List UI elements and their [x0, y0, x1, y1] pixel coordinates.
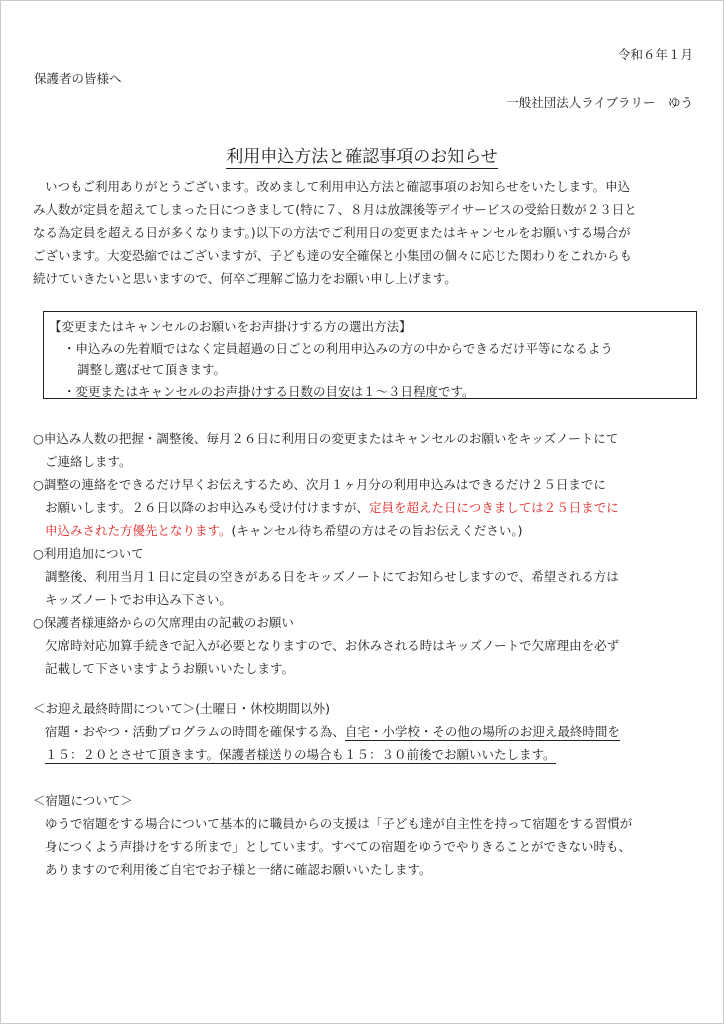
intro-line-1: いつもご利用ありがとうございます。改めまして利用申込方法と確認事項のお知らせをいたします。申込	[45, 179, 631, 194]
note-2-priority-text: 定員を超えた日につきましては２５日までに	[369, 500, 619, 515]
pickup-line-1	[45, 724, 620, 740]
note-3-heading: ○利用追加について	[33, 546, 144, 561]
note-2-line-1: ○調整の連絡をできるだけ早くお伝えするため、次月１ヶ月分の利用申込みはできるだけ２５日までに	[33, 477, 606, 492]
note-2-priority-text-cont: 申込みされた方優先となります。	[45, 523, 232, 538]
pickup-heading: ＜お迎え最終時間について＞(土曜日・休校期間以外)	[33, 701, 331, 716]
note-1-line-1: ○申込み人数の把握・調整後、毎月２６日に利用日の変更またはキャンセルのお願いをキッズノートにて	[33, 431, 619, 446]
intro-line-2: み人数が定員を超えてしまった日につきまして(特に７、８月は放課後等デイサービスの受給日数が２３日と	[33, 202, 637, 217]
pickup-line-2	[45, 747, 556, 763]
box-item-2: ・変更またはキャンセルのお声掛けする日数の目安は１～３日程度です。	[63, 384, 475, 399]
note-2-waitlist-text: (キャンセル待ち希望の方はその旨お伝えください。)	[231, 523, 523, 538]
pickup-line-1-text: 宿題・おやつ・活動プログラムの時間を確保する為、	[45, 724, 345, 739]
note-4-heading: ○保護者様連絡からの欠席理由の記載のお願い	[33, 615, 294, 630]
pickup-deadline-text: 自宅・小学校・その他の場所のお迎え最終時間を	[344, 724, 620, 739]
recipient: 保護者の皆様へ	[34, 71, 122, 86]
note-4-line-2: 記載して下さいますようお願いいたします。	[45, 661, 295, 676]
pickup-time-text: １５：２０とさせて頂きます。保護者様送りの場合も１５：３０前後でお願いいたします。	[45, 747, 556, 762]
intro-line-3: なる為定員を超える日が多くなります。)以下の方法でご利用日の変更またはキャンセルをお願いする場合が	[33, 225, 631, 240]
note-2-line-2-text: お願いします。２６日以降のお申込みも受け付けますが、	[45, 500, 370, 515]
note-4-line-1: 欠席時対応加算手続きで記入が必要となりますので、お休みされる時はキッズノートで欠席理由を必ず	[45, 638, 620, 653]
note-2-line-2	[45, 500, 619, 516]
note-1-line-2: ご連絡します。	[45, 454, 132, 469]
issue-date: 令和６年１月	[617, 47, 693, 62]
intro-line-4: ございます。大変恐縮ではございますが、子ども達の安全確保と小集団の個々に応じた関わりをこれからも	[33, 248, 633, 263]
homework-heading: ＜宿題について＞	[33, 793, 133, 808]
note-2-line-3	[45, 523, 523, 539]
box-heading: 【変更またはキャンセルのお願いをお声掛けする方の選出方法】	[49, 319, 412, 334]
intro-line-5: 続けていきたいと思いますので、何卒ご理解ご協力をお願い申し上げます。	[33, 271, 457, 286]
sender: 一般社団法人ライブラリー ゆう	[506, 95, 693, 110]
box-item-1-line-1: ・申込みの先着順ではなく定員超過の日ごとの利用申込みの方の中からできるだけ平等になるよう	[63, 341, 613, 356]
note-3-line-1: 調整後、利用当月１日に定員の空きがある日をキッズノートにてお知らせしますので、希望される方は	[45, 569, 619, 584]
note-3-line-2: キッズノートでお申込み下さい。	[45, 592, 232, 607]
page-title	[1, 146, 723, 168]
homework-line-2: 身につくよう声掛けをする所まで」としています。すべての宿題をゆうでやりきることができない時も、	[45, 839, 632, 854]
page-title-text: 利用申込方法と確認事項のお知らせ	[226, 147, 498, 167]
homework-line-3: ありますので利用後ご自宅でお子様と一緒に確認お願いいたします。	[45, 862, 432, 877]
box-item-1-line-2: 調整し選ばせて頂きます。	[77, 362, 227, 377]
homework-line-1: ゆうで宿題をする場合について基本的に職員からの支援は「子ども達が自主性を持って宿題をする習慣が	[45, 816, 633, 831]
